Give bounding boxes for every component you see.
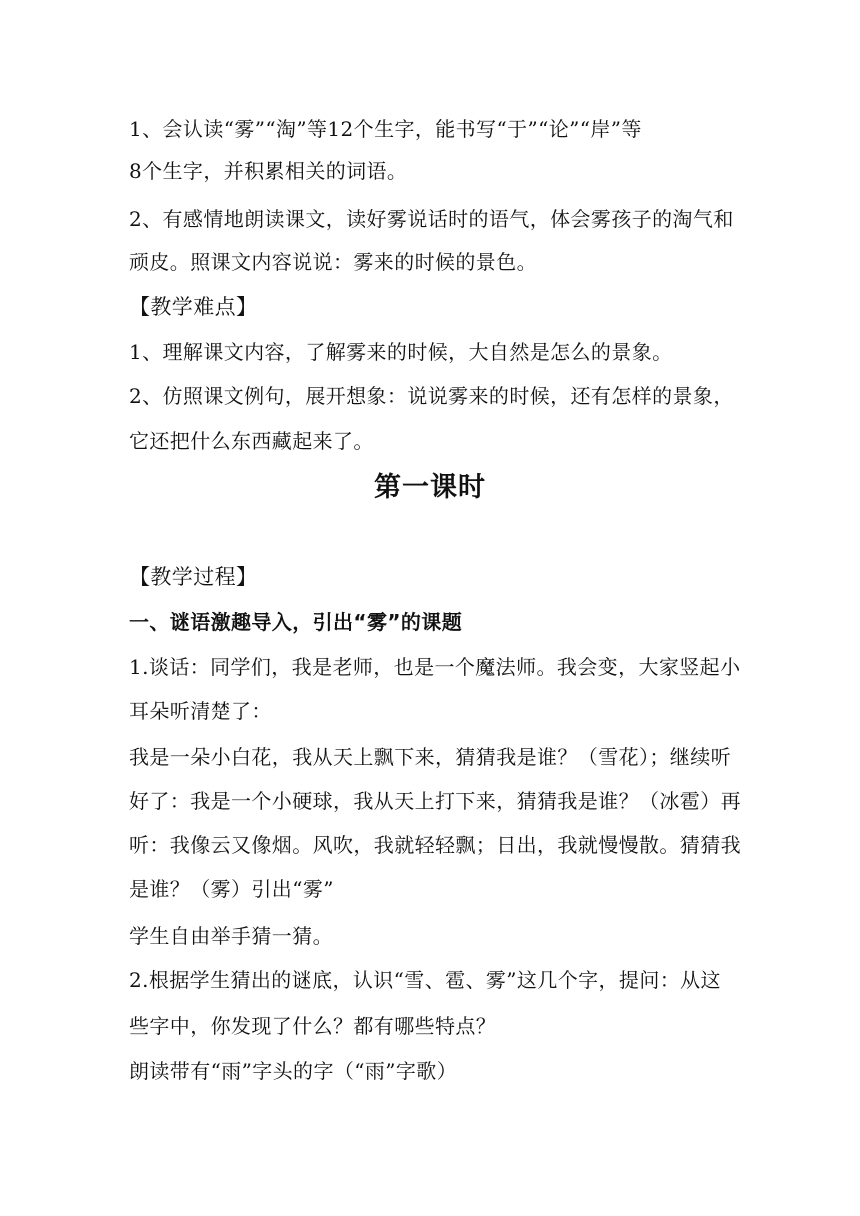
objective-2-line-2: 顽皮。照课文内容说说：雾来的时候的景色。 [129, 250, 537, 274]
riddle-line-4: 是谁？（雾）引出“雾” [129, 877, 334, 901]
riddle-line-2: 好了：我是一个小硬球，我从天上打下来，猜猜我是谁？（冰雹）再 [129, 789, 741, 813]
difficulty-2-line-2: 它还把什么东西藏起来了。 [129, 429, 374, 453]
riddle-line-3: 听：我像云又像烟。风吹，我就轻轻飘；日出，我就慢慢散。猜猜我 [129, 833, 741, 857]
difficulty-2-line-1: 2、仿照课文例句，展开想象：说说雾来的时候，还有怎样的景象， [129, 384, 734, 408]
objective-1-line-1: 1、会认读“雾”“淘”等12个生字，能书写“于”“论”“岸”等 [129, 117, 642, 141]
section-1-title: 一、谜语激趣导入，引出“雾”的课题 [129, 610, 463, 634]
objective-1-line-2: 8个生字，并积累相关的词语。 [129, 159, 408, 183]
step-1-line-1: 1.谈话：同学们，我是老师，也是一个魔法师。我会变，大家竖起小 [129, 655, 741, 679]
difficulties-heading: 【教学难点】 [129, 295, 258, 319]
difficulty-1: 1、理解课文内容，了解雾来的时候，大自然是怎么的景象。 [129, 340, 673, 364]
objective-2-line-1: 2、有感情地朗读课文，读好雾说话时的语气，体会雾孩子的淘气和 [129, 207, 734, 231]
step-2-line-2: 些字中，你发现了什么？都有哪些特点？ [129, 1014, 497, 1038]
step-2-line-1: 2.根据学生猜出的谜底，认识“雪、雹、雾”这几个字，提问：从这 [129, 968, 721, 992]
step-1-line-2: 耳朵听清楚了： [129, 699, 272, 723]
lesson-title: 第一课时 [374, 472, 486, 503]
process-heading: 【教学过程】 [129, 565, 258, 589]
guess-line: 学生自由举手猜一猜。 [129, 924, 333, 948]
read-line: 朗读带有“雨”字头的字（“雨”字歌） [129, 1059, 458, 1083]
riddle-line-1: 我是一朵小白花，我从天上飘下来，猜猜我是谁？（雪花）；继续听 [129, 745, 731, 769]
